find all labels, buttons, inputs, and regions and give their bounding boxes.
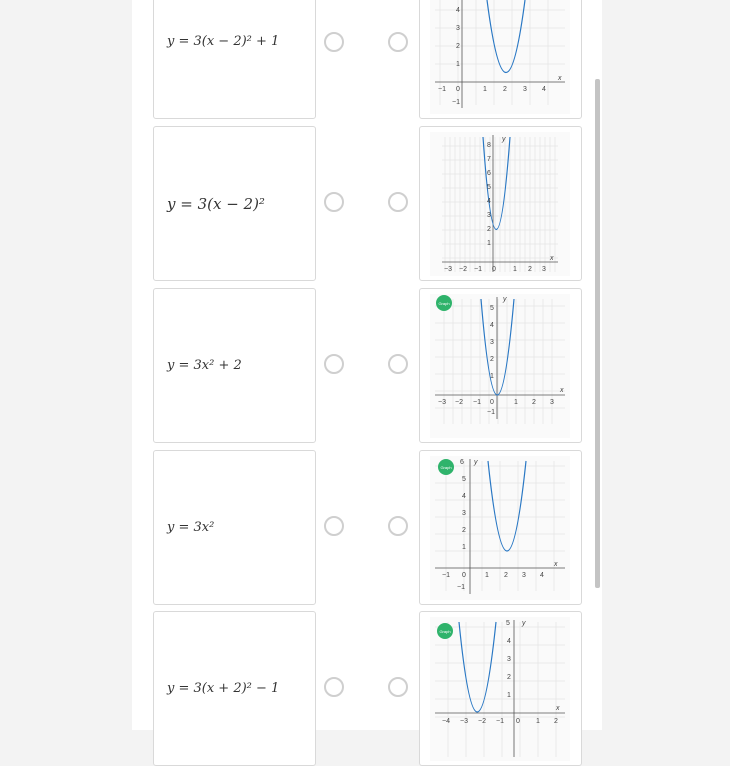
y-tick: 1 (462, 544, 466, 551)
x-tick: −4 (442, 718, 450, 725)
equation-card[interactable] (153, 611, 316, 766)
y-tick: −1 (487, 409, 495, 416)
x-tick: −1 (474, 266, 482, 273)
equation-card[interactable] (153, 0, 316, 119)
y-tick: 2 (490, 356, 494, 363)
equation-text: y = 3x² (167, 520, 215, 535)
y-tick: 3 (462, 510, 466, 517)
y-tick: 8 (487, 142, 491, 149)
x-tick: 1 (513, 266, 517, 273)
x-tick: −3 (438, 399, 446, 406)
y-tick: 4 (462, 493, 466, 500)
equation-card[interactable] (153, 288, 316, 443)
x-axis-label: x (550, 255, 554, 262)
equation-text: y = 3(x − 2)² + 1 (167, 34, 280, 49)
y-tick: 2 (487, 226, 491, 233)
graph-radio[interactable] (388, 192, 408, 212)
y-tick: 6 (460, 459, 464, 466)
x-axis-label: x (556, 705, 560, 712)
graph-radio[interactable] (388, 516, 408, 536)
graph-radio[interactable] (388, 32, 408, 52)
y-tick: 5 (487, 184, 491, 191)
equation-radio[interactable] (324, 354, 344, 374)
graph-image (430, 0, 570, 114)
x-tick: −2 (459, 266, 467, 273)
x-tick: 4 (540, 572, 544, 579)
graph-radio[interactable] (388, 354, 408, 374)
graph-radio[interactable] (388, 677, 408, 697)
y-tick: 4 (456, 7, 460, 14)
x-axis-label: x (554, 561, 558, 568)
scrollbar-thumb[interactable] (595, 79, 600, 588)
x-tick: 1 (485, 572, 489, 579)
y-axis-label: y (522, 620, 526, 627)
y-tick: 6 (487, 170, 491, 177)
x-tick: 4 (542, 86, 546, 93)
x-tick: −2 (455, 399, 463, 406)
y-tick: 1 (490, 373, 494, 380)
y-tick: 4 (490, 322, 494, 329)
y-axis-label: y (503, 296, 507, 303)
x-tick: 2 (554, 718, 558, 725)
y-tick: 3 (507, 656, 511, 663)
y-tick: 2 (462, 527, 466, 534)
equation-text: y = 3(x − 2)² (167, 194, 265, 213)
x-tick: −2 (478, 718, 486, 725)
graph-image (430, 617, 570, 761)
graph-image (430, 294, 570, 438)
equation-radio[interactable] (324, 677, 344, 697)
x-tick: 0 (492, 266, 496, 273)
graph-card[interactable] (419, 288, 582, 443)
y-axis-label: y (474, 459, 478, 466)
graph-badge: Graph (440, 465, 452, 470)
match-row (132, 0, 602, 119)
graph-image (430, 456, 570, 600)
y-tick: −1 (457, 584, 465, 591)
y-tick: 0 (490, 399, 494, 406)
x-tick: 0 (516, 718, 520, 725)
x-tick: −1 (496, 718, 504, 725)
match-row (132, 611, 602, 766)
y-tick: 4 (507, 638, 511, 645)
equation-radio[interactable] (324, 516, 344, 536)
y-tick: 3 (456, 25, 460, 32)
match-row (132, 126, 602, 281)
graph-badge: Graph (438, 301, 450, 306)
equation-text: y = 3(x + 2)² − 1 (167, 681, 280, 696)
x-tick: 2 (532, 399, 536, 406)
x-tick: 1 (483, 86, 487, 93)
equation-radio[interactable] (324, 32, 344, 52)
y-axis-label: y (502, 136, 506, 143)
graph-image (430, 132, 570, 276)
x-axis-label: x (558, 75, 562, 82)
graph-badge: Graph (439, 629, 451, 634)
y-tick: 3 (487, 212, 491, 219)
x-tick: 1 (514, 399, 518, 406)
graph-card[interactable] (419, 126, 582, 281)
y-tick: 5 (490, 305, 494, 312)
x-tick: 2 (503, 86, 507, 93)
y-tick: 1 (507, 692, 511, 699)
equation-card[interactable] (153, 450, 316, 605)
y-tick: 0 (456, 86, 460, 93)
y-tick: 1 (456, 61, 460, 68)
x-tick: −1 (473, 399, 481, 406)
x-tick: −1 (442, 572, 450, 579)
graph-card[interactable] (419, 611, 582, 766)
y-tick: 2 (507, 674, 511, 681)
y-tick: 4 (487, 198, 491, 205)
x-tick: 3 (542, 266, 546, 273)
equation-text: y = 3x² + 2 (167, 358, 242, 373)
x-tick: −3 (444, 266, 452, 273)
y-tick: 2 (456, 43, 460, 50)
y-tick: 5 (506, 620, 510, 627)
equation-card[interactable] (153, 126, 316, 281)
match-row (132, 288, 602, 443)
y-tick: 1 (487, 240, 491, 247)
x-tick: 1 (536, 718, 540, 725)
y-tick: −1 (452, 99, 460, 106)
x-tick: 3 (550, 399, 554, 406)
graph-card[interactable] (419, 0, 582, 119)
y-tick: 5 (462, 476, 466, 483)
x-tick: 3 (523, 86, 527, 93)
equation-radio[interactable] (324, 192, 344, 212)
x-tick: −3 (460, 718, 468, 725)
x-axis-label: x (560, 387, 564, 394)
y-tick: 7 (487, 156, 491, 163)
x-tick: −1 (438, 86, 446, 93)
x-tick: 3 (522, 572, 526, 579)
y-tick: 0 (462, 572, 466, 579)
match-row (132, 450, 602, 605)
x-tick: 2 (504, 572, 508, 579)
x-tick: 2 (528, 266, 532, 273)
graph-card[interactable] (419, 450, 582, 605)
y-tick: 3 (490, 339, 494, 346)
matching-panel (132, 0, 602, 730)
